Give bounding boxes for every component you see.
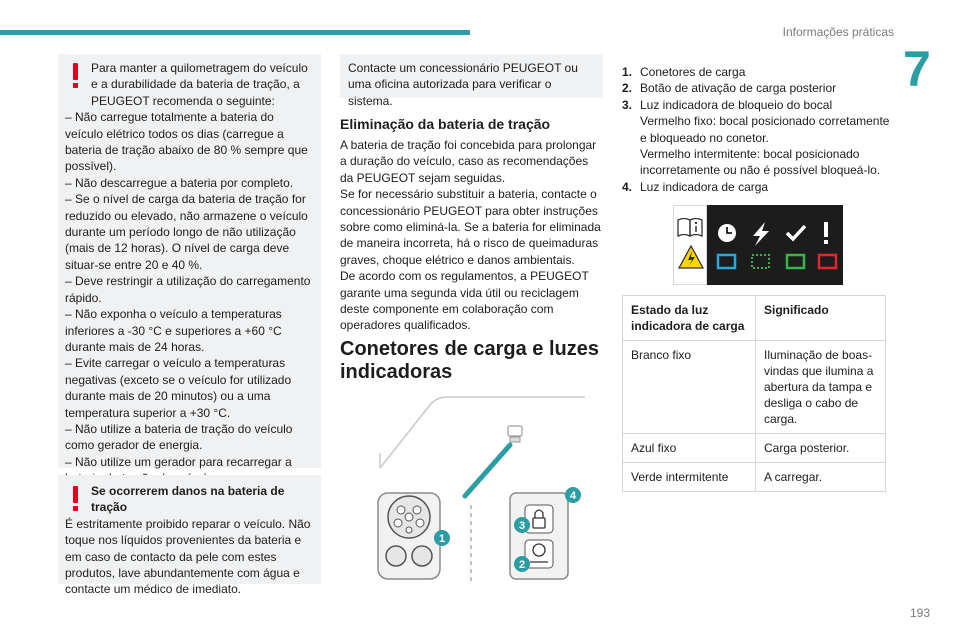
charging-port-illustration — [370, 393, 590, 583]
red-light — [819, 255, 836, 268]
disposal-paragraph: Se for necessário substituir a bateria, contacte o concessionário PEUGEOT para obter instruções sobre como eliminá-la. Se a bateria for eliminada de maneira incorreta, há o risco de queimaduras graves, choque elétrico e danos ambientais. — [340, 187, 601, 267]
check-icon — [787, 226, 805, 239]
charging-flap-icon — [508, 426, 522, 436]
warning-exclamation-icon — [65, 60, 89, 88]
table-cell: Azul fixo — [623, 434, 756, 463]
table-cell: Carga posterior. — [756, 434, 886, 463]
table-header-row — [623, 296, 886, 341]
table-row — [623, 341, 886, 434]
note-text: Contacte um concessionário PEUGEOT ou uma oficina autorizada para verificar o sistema. — [348, 61, 578, 108]
list-item: 3. Luz indicadora de bloqueio do bocal Vermelho fixo: bocal posicionado corretamente e bloqueado no conetor. Vermelho intermitente: bocal posicionado incorretamente ou não é possível bloqueá-lo. — [622, 97, 890, 178]
disposal-body — [340, 137, 603, 334]
warning-heading: Se ocorrerem danos na bateria de tração — [91, 484, 285, 515]
table-cell: Branco fixo — [623, 341, 756, 434]
warning-triangle-icon — [679, 246, 703, 268]
table-cell: Iluminação de boas-vindas que ilumina a abertura da tampa e desliga o cabo de carga. — [756, 341, 886, 434]
exclamation-icon — [824, 222, 828, 244]
legend-list — [622, 64, 892, 195]
table-header: Significado — [756, 296, 886, 341]
table-cell: A carregar. — [756, 463, 886, 492]
warning-exclamation-icon — [65, 483, 89, 511]
warning-text: É estritamente proibido reparar o veículo. Não toque nos líquidos provenientes da bateria e em caso de contacto da pele com estes produtos, lave abundantemente com água e contacte um médico de imediato. — [65, 516, 311, 597]
callout-1: 1 — [438, 533, 446, 545]
blue-light — [718, 255, 735, 268]
warning-item: – Não utilize a bateria de tração do veículo como gerador de energia. — [65, 421, 293, 453]
warning-item: – Não exponha o veículo a temperaturas inferiores a -30 °C e superiores a +60 °C durante mais de 24 horas. — [65, 307, 282, 354]
warning-item: – Não utilize um gerador para recarregar a — [65, 454, 292, 469]
disposal-paragraph: A bateria de tração foi concebida para prolongar a duração do veículo, caso as recomendações da PEUGEOT sejam seguidas. — [340, 138, 597, 185]
clock-icon — [718, 224, 736, 242]
book-info-icon — [678, 219, 702, 237]
callout-3: 3 — [518, 520, 526, 532]
table-row — [623, 434, 886, 463]
connectors-heading: Conetores de carga e luzes indicadoras — [340, 338, 599, 383]
warning-item: – Deve restringir a utilização do carregamento rápido. — [65, 274, 311, 305]
warning-item: – Não descarregue a bateria por completo. — [65, 175, 294, 190]
dealer-note-box — [340, 54, 603, 108]
disposal-paragraph: De acordo com os regulamentos, a PEUGEOT garante uma segunda vida útil ou reciclagem deste componente em colaboração com operadores qualificados. — [340, 269, 589, 333]
table-header: Estado da luz indicadora de carga — [623, 296, 756, 341]
battery-damage-warning-box — [58, 475, 321, 597]
disposal-heading: Eliminação da bateria de tração — [340, 116, 551, 132]
list-item: 2. Botão de ativação de carga posterior — [622, 81, 837, 96]
green-blinking-light — [752, 255, 769, 268]
list-item: 4. Luz indicadora de carga — [622, 179, 769, 194]
indicator-state-table — [622, 295, 886, 492]
table-cell: Verde intermitente — [623, 463, 756, 492]
warning-item: – Não carregue totalmente a bateria do veículo elétrico todos os dias (carregue a bateria de tração abaixo de 80 % sempre que possível). — [65, 110, 308, 174]
chapter-number: 7 — [903, 41, 931, 97]
warning-intro: Para manter a quilometragem do veículo e a durabilidade da bateria de tração, a PEUGEOT recomenda o seguinte: — [91, 61, 308, 108]
section-title: Informações práticas — [782, 25, 894, 39]
page-number: 193 — [909, 606, 930, 620]
green-light — [787, 255, 804, 268]
charge-indicator-panel — [673, 205, 843, 285]
warning-item: – Se o nível de carga da bateria de tração for reduzido ou elevado, não armazene o veículo durante um período longo de não utilização (mais de 12 horas). O nível de carga deve situar-se entre 20 e 40 %. — [65, 192, 308, 272]
battery-care-warning-box — [58, 54, 321, 468]
warning-item: – Evite carregar o veículo a temperaturas negativas (exceto se o veículo for utilizado durante mais de 20 minutos) ou a uma temperatura superior a +30 °C. — [65, 356, 292, 420]
callout-4: 4 — [569, 490, 577, 502]
lightning-icon — [753, 222, 769, 246]
table-row — [623, 463, 886, 492]
header-accent-bar — [0, 30, 470, 35]
list-item: 1. Conetores de carga — [622, 65, 746, 79]
callout-2: 2 — [518, 559, 526, 571]
